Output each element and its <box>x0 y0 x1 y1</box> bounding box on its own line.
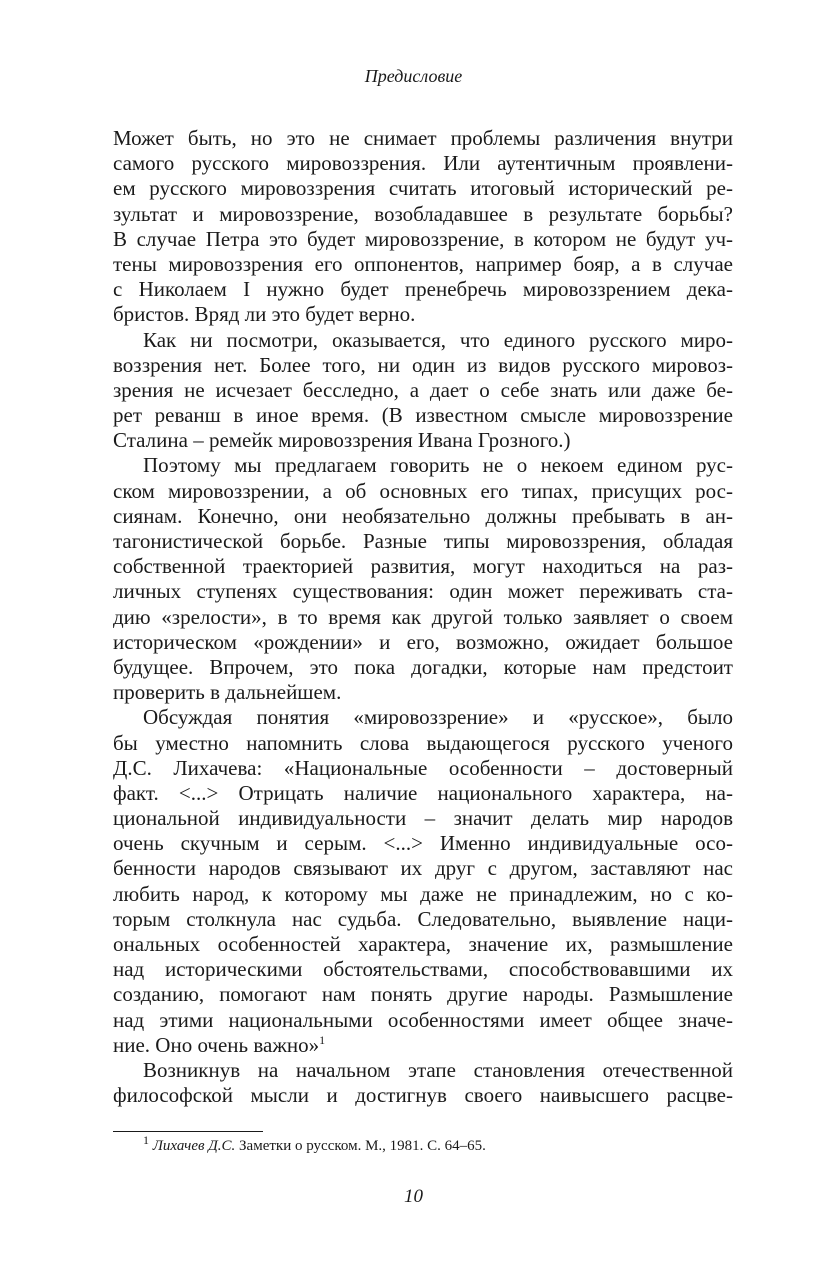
text-line: очень скучным и серым. <...> Именно индивидуальные осо- <box>113 831 733 856</box>
text-line: воззрения нет. Более того, ни один из видов русского мировоз- <box>113 352 733 377</box>
footnote-text: Заметки о русском. М., 1981. С. 64–65. <box>235 1138 486 1154</box>
text-line: историческом «рождении» и его, возможно, ожидает большое <box>113 629 733 654</box>
text-line: ском мировоззрении, а об основных его типах, присущих рос- <box>113 478 733 503</box>
text-line-with-footnote <box>113 1033 733 1058</box>
text-line: проверить в дальнейшем. <box>113 680 342 705</box>
text-line: Д.С. Лихачева: «Национальные особенности – достоверный <box>113 755 733 780</box>
text-line: тены мировоззрения его оппонентов, например бояр, а в случае <box>113 251 733 276</box>
running-header: Предисловие <box>364 66 463 86</box>
footnote-reference[interactable]: 1 <box>319 1032 326 1047</box>
text-line: философской мысли и достигнув своего наивысшего расцве- <box>113 1083 733 1108</box>
text-line: ем русского мировоззрения считать итоговый исторический ре- <box>113 176 733 201</box>
text-line: зрения не исчезает бесследно, а дает о себе знать или даже бе- <box>113 377 733 402</box>
footnote-author: Лихачев Д.С. <box>152 1138 236 1154</box>
text-line: собственной траекторией развития, могут находиться на раз- <box>113 554 733 579</box>
footnote <box>143 1133 486 1155</box>
text-line: с Николаем I нужно будет пренебречь мировоззрением дека- <box>113 277 733 302</box>
text-line: ональных особенностей характера, значение их, размышление <box>113 932 733 956</box>
text-line: циональной индивидуальности – значит делать мир народов <box>113 806 733 831</box>
text-line: над этими национальными особенностями имеет общее значе- <box>113 1007 733 1032</box>
text-line: тагонистической борьбе. Разные типы мировоззрения, обладая <box>113 529 733 553</box>
text-line: дию «зрелости», в то время как другой только заявляет о своем <box>113 604 733 629</box>
text-line: любить народ, к которому мы даже не принадлежим, но с ко- <box>113 881 733 906</box>
text-line: торым столкнула нас судьба. Следовательно, выявление наци- <box>113 906 733 931</box>
text-line: над историческими обстоятельствами, способствовавшими их <box>113 957 733 982</box>
footnote-number: 1 <box>143 1133 149 1147</box>
text-line: самого русского мировоззрения. Или аутентичным проявлени- <box>113 151 733 176</box>
text-line: созданию, помогают нам понять другие народы. Размышление <box>113 982 733 1007</box>
text-line: бенности народов связывают их друг с другом, заставляют нас <box>113 856 733 881</box>
text-line: рет реванш в иное время. (В известном смысле мировоззрение <box>113 403 733 428</box>
text-line: В случае Петра это будет мировоззрение, в котором не будут уч- <box>113 226 733 251</box>
body-text <box>113 126 733 1108</box>
text-line: Поэтому мы предлагаем говорить не о некоем едином рус- <box>143 453 733 478</box>
text-line: Сталина – ремейк мировоззрения Ивана Грозного.) <box>113 428 571 453</box>
text-line: Как ни посмотри, оказывается, что единого русского миро- <box>143 327 733 352</box>
text-line: бы уместно напомнить слова выдающегося русского ученого <box>113 730 733 755</box>
text-line: сиянам. Конечно, они необязательно должны пребывать в ан- <box>113 503 733 528</box>
footnote-divider <box>113 1131 263 1132</box>
text-line: факт. <...> Отрицать наличие национального характера, на- <box>113 780 733 805</box>
text-line: бристов. Вряд ли это будет верно. <box>113 302 416 327</box>
text-line: личных ступенях существования: один может переживать ста- <box>113 579 733 604</box>
page-number: 10 <box>404 1186 423 1207</box>
text-line: ние. Оно очень важно» <box>113 1032 320 1057</box>
text-line: зультат и мировоззрение, возобладавшее в результате борьбы? <box>113 201 733 226</box>
text-line: Возникнув на начальном этапе становления отечественной <box>143 1057 733 1082</box>
text-line: Может быть, но это не снимает проблемы различения внутри <box>113 126 733 150</box>
text-line: будущее. Впрочем, это пока догадки, которые нам предстоит <box>113 654 733 679</box>
text-line: Обсуждая понятия «мировоззрение» и «русское», было <box>143 705 733 730</box>
